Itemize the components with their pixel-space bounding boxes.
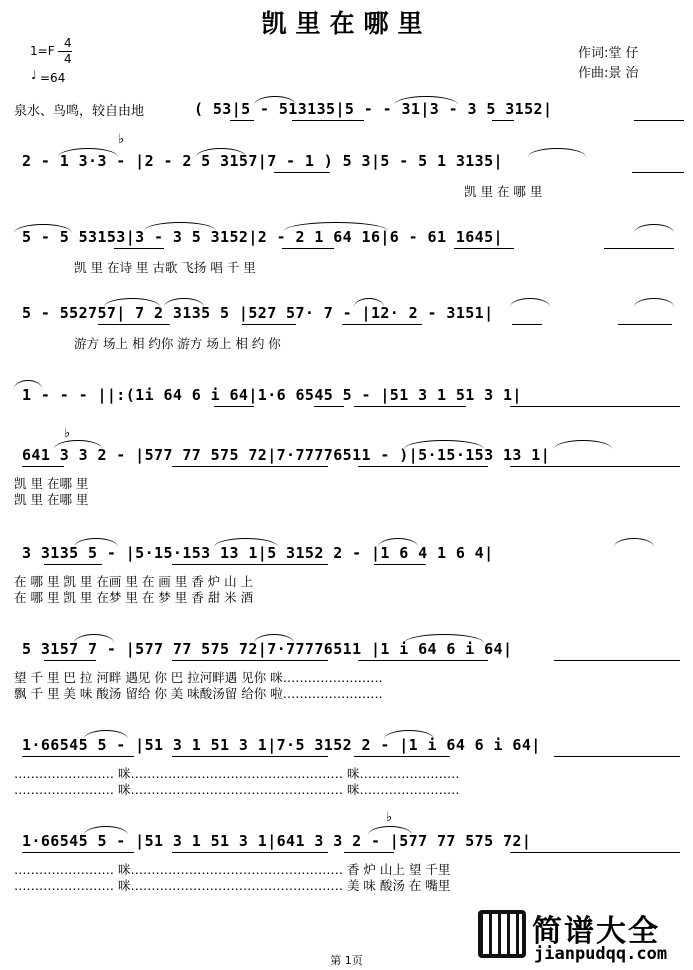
slur-mark — [254, 96, 296, 105]
slur-mark — [284, 222, 388, 231]
beam-underline — [354, 406, 466, 407]
lyric-line: 在 哪 里 凯 里 在梦 里 在 梦 里 香 甜 米 酒 — [14, 590, 254, 605]
staff-row-4 — [14, 298, 680, 358]
beam-underline — [172, 852, 328, 853]
notation-line: 1·66545 5 - |51 3 1 51 3 1|641 3 3 2 - |577 77 575 72| — [22, 832, 532, 850]
notation-line: 3 3135 5 - |5·15·153 13 1|5 3152 2 - |1 6 4 1 6 4| — [22, 544, 494, 562]
flat-sign: ♭ — [64, 426, 71, 441]
beam-underline — [282, 248, 334, 249]
beam-underline — [454, 248, 514, 249]
staff-row-1 — [14, 94, 680, 134]
beam-underline — [618, 324, 672, 325]
beam-underline — [22, 466, 64, 467]
slur-mark — [84, 826, 128, 835]
beam-underline — [634, 120, 684, 121]
slur-mark — [368, 826, 412, 835]
lyric-line: 飘 千 里 美 味 酸汤 留给 你 美 味酸汤留 给你 啦…………………… — [14, 686, 383, 701]
beam-underline — [172, 660, 328, 661]
time-signature-top: 4 — [64, 36, 72, 50]
beam-underline — [22, 852, 134, 853]
notation-line: 1 - - - ||:(1i 64 6 i 64|1·6 6545 5 - |51 3 1 51 3 1| — [22, 386, 522, 404]
beam-underline — [242, 324, 296, 325]
lyric-line: 凯 里 在哪 里 — [14, 492, 89, 507]
beam-underline — [512, 324, 542, 325]
staff-row-7 — [14, 538, 680, 604]
slur-mark — [554, 440, 612, 449]
slur-mark — [394, 96, 458, 105]
tempo-marking: =64 — [40, 71, 66, 85]
tempo-note-icon: ♩ — [31, 68, 37, 82]
slur-mark — [510, 298, 550, 307]
notation-line: ( 53|5 - 513135|5 - - 31|3 - 3 5 3152| — [194, 100, 553, 118]
staff-row-3 — [14, 222, 680, 282]
flat-sign: ♭ — [386, 810, 393, 825]
slur-mark — [164, 298, 204, 307]
staff-row-10 — [14, 810, 680, 893]
lyricist-credit: 作词:堂 仔 — [578, 46, 639, 61]
notation-line: 5 - 5 53153|3 - 3 5 3152|2 - 2 1 64 16|6 - 61 1645| — [22, 228, 503, 246]
beam-underline — [172, 466, 328, 467]
slur-mark — [144, 222, 216, 231]
beam-underline — [214, 406, 254, 407]
staff-row-5 — [14, 380, 680, 424]
lyric-line: 在 哪 里 凯 里 在画 里 在 画 里 香 炉 山 上 — [14, 574, 254, 589]
beam-underline — [354, 756, 450, 757]
slur-mark — [384, 730, 434, 739]
beam-underline — [492, 120, 514, 121]
slur-mark — [84, 730, 128, 739]
slur-mark — [378, 538, 418, 547]
flat-sign: ♭ — [118, 132, 125, 147]
slur-mark — [14, 224, 72, 233]
lyric-line: 凯 里 在诗 里 古歌 飞扬 唱 千 里 — [74, 260, 256, 275]
slur-mark — [58, 148, 118, 157]
lyric-line: 凯 里 在 哪 里 — [464, 184, 543, 199]
notation-line: 5 - 552757| 7 2 3135 5 |527 57· 7 - |12· 2 - 3151| — [22, 304, 494, 322]
slur-mark — [634, 224, 674, 233]
slur-mark — [528, 148, 586, 157]
song-title: 凯里在哪里 — [261, 9, 432, 38]
beam-underline — [314, 406, 344, 407]
beam-underline — [172, 756, 328, 757]
slur-mark — [196, 148, 246, 157]
beam-underline — [554, 756, 680, 757]
slur-mark — [404, 440, 484, 449]
piano-keys-icon — [478, 910, 526, 958]
logo-text: 简谱大全 — [532, 914, 660, 949]
beam-underline — [554, 660, 680, 661]
page-number: 第 1页 — [330, 954, 363, 967]
notation-line: 1·66545 5 - |51 3 1 51 3 1|7·5 3152 2 - |1 i 64 6 i 64| — [22, 736, 541, 754]
beam-underline — [374, 564, 426, 565]
key-signature: 1=F — [30, 44, 55, 58]
beam-underline — [510, 466, 680, 467]
composer-credit: 作曲:景 治 — [578, 66, 639, 81]
beam-underline — [292, 120, 364, 121]
notation-line: 2 - 1 3·3 - |2 - 2 5 3157|7 - 1 ) 5 3|5 - 5 1 3135| — [22, 152, 503, 170]
lyric-line: 凯 里 在哪 里 — [14, 476, 89, 491]
beam-underline — [604, 248, 674, 249]
staff-row-8 — [14, 634, 680, 700]
beam-underline — [342, 324, 422, 325]
slur-mark — [54, 440, 102, 449]
beam-underline — [358, 466, 488, 467]
beam-underline — [510, 852, 680, 853]
beam-underline — [44, 660, 96, 661]
beam-underline — [44, 564, 102, 565]
slur-mark — [254, 634, 294, 643]
slur-mark — [74, 634, 114, 643]
beam-underline — [344, 852, 394, 853]
lyric-line: 游方 场上 相 约你 游方 场上 相 约 你 — [74, 336, 281, 351]
logo-url[interactable]: jianpudqq.com — [534, 944, 668, 964]
time-signature-line — [58, 51, 72, 52]
slur-mark — [14, 380, 42, 389]
staff-row-6 — [14, 426, 680, 507]
slur-mark — [74, 538, 118, 547]
beam-underline — [358, 660, 488, 661]
beam-underline — [114, 248, 164, 249]
staff-row-2 — [14, 132, 680, 206]
slur-mark — [634, 298, 674, 307]
lyric-line: …………………… 咪…………………………………………… 咪…………………… — [14, 782, 460, 797]
notation-line: 641 3 3 2 - |577 77 575 72|7·77776511 - )|5·15·153 13 1| — [22, 446, 551, 464]
lyric-line: …………………… 咪…………………………………………… 香 炉 山上 望 千里 — [14, 862, 451, 877]
staff-row-9 — [14, 730, 680, 796]
beam-underline — [274, 172, 330, 173]
beam-underline — [98, 324, 170, 325]
beam-underline — [230, 120, 254, 121]
notation-line: 5 3157 7 - |577 77 575 72|7·77776511 |1 i 64 6 i 64| — [22, 640, 513, 658]
lyric-line: 望 千 里 巴 拉 河畔 遇见 你 巴 拉河畔遇 见你 咪…………………… — [14, 670, 383, 685]
slur-mark — [614, 538, 654, 547]
beam-underline — [172, 564, 328, 565]
lyric-line: …………………… 咪…………………………………………… 美 味 酸汤 在 嘴里 — [14, 878, 451, 893]
time-signature-bottom: 4 — [64, 52, 72, 66]
beam-underline — [510, 406, 680, 407]
slur-mark — [214, 538, 278, 547]
slur-mark — [354, 298, 384, 307]
slur-mark — [404, 634, 484, 643]
beam-underline — [22, 756, 134, 757]
intro-direction: 泉水、鸟鸣，较自由地 — [14, 104, 145, 119]
beam-underline — [632, 172, 684, 173]
slur-mark — [104, 298, 160, 307]
lyric-line: …………………… 咪…………………………………………… 咪…………………… — [14, 766, 460, 781]
